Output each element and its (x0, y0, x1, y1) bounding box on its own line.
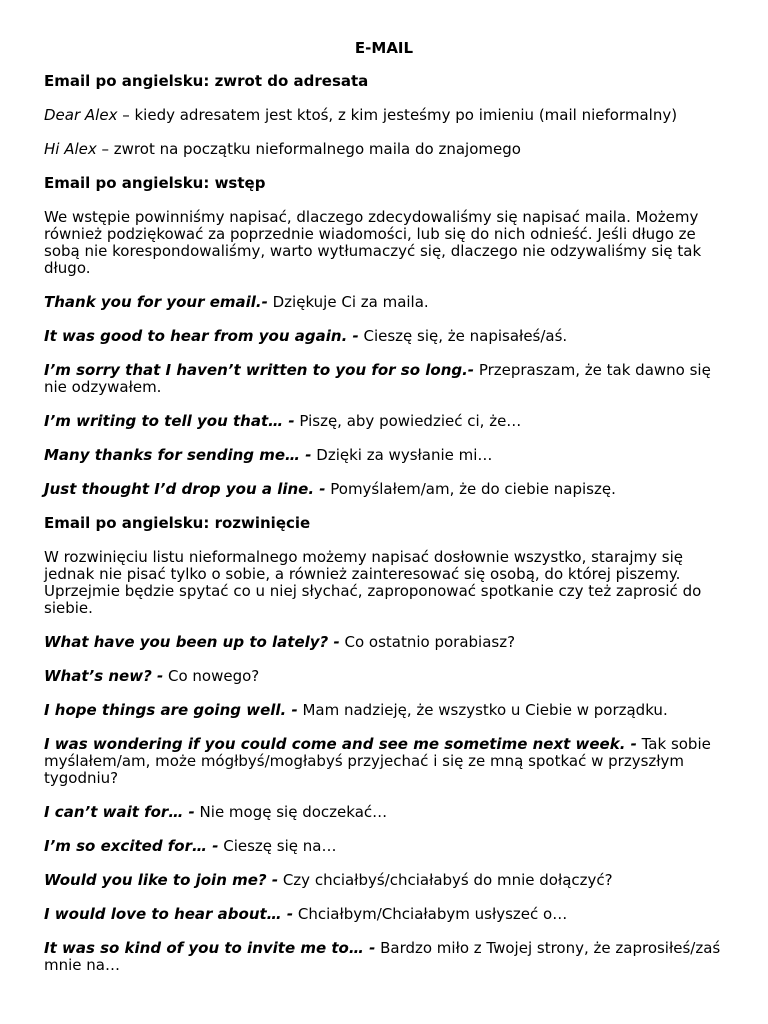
polish-translation: Dziękuje Ci za maila. (267, 293, 429, 311)
document-body (44, 73, 724, 974)
section-heading: Email po angielsku: zwrot do adresata (44, 72, 369, 90)
polish-translation: Przepraszam, że tak dawno się nie odzywałem. (44, 361, 711, 396)
phrase-entry (44, 141, 724, 158)
english-phrase: Hi Alex (44, 140, 97, 158)
english-phrase: I was wondering if you could come and see me sometime next week. - (44, 735, 637, 753)
polish-translation: Mam nadzieję, że wszystko u Ciebie w porządku. (297, 701, 668, 719)
phrase-entry (44, 107, 724, 124)
english-phrase: It was so kind of you to invite me to… - (44, 939, 376, 957)
section-heading: Email po angielsku: rozwinięcie (44, 514, 311, 532)
phrase-entry (44, 481, 724, 498)
phrase-entry (44, 634, 724, 651)
english-phrase: What’s new? - (44, 667, 164, 685)
english-phrase: Just thought I’d drop you a line. - (44, 480, 326, 498)
section-paragraph: We wstępie powinniśmy napisać, dlaczego zdecydowaliśmy się napisać maila. Możemy również podziękować za poprzednie wiadomości, lub się do nich odnieść. Jeśli długo ze sobą nie korespondowaliśmy, warto wytłumaczyć się, dlaczego nie odzywaliśmy się tak długo. (44, 208, 702, 277)
phrase-entry (44, 328, 724, 345)
phrase-entry (44, 362, 724, 396)
polish-translation: Czy chciałbyś/chciałabyś do mnie dołączyć? (278, 871, 613, 889)
section-paragraph: W rozwinięciu listu nieformalnego możemy napisać dosłownie wszystko, starajmy się jednak nie pisać tylko o sobie, a również zainteresować się osobą, do której piszemy. Uprzejmie będzie spytać co u niej słychać, zaproponować spotkanie czy też zaprosić do siebie. (44, 548, 702, 617)
polish-translation: Co nowego? (163, 667, 260, 685)
english-phrase: Many thanks for sending me… - (44, 446, 312, 464)
document-title: E-MAIL (354, 39, 414, 57)
phrase-entry (44, 838, 724, 855)
polish-translation: Pomyślałem/am, że do ciebie napiszę. (325, 480, 616, 498)
english-phrase: I can’t wait for… - (44, 803, 195, 821)
english-phrase: Would you like to join me? - (44, 871, 279, 889)
english-phrase: I would love to hear about… - (44, 905, 294, 923)
section-heading: Email po angielsku: wstęp (44, 174, 266, 192)
english-phrase: It was good to hear from you again. - (44, 327, 359, 345)
english-phrase: I’m sorry that I haven’t written to you for so long.- (44, 361, 475, 379)
polish-translation: Cieszę się, że napisałeś/aś. (358, 327, 568, 345)
polish-translation: Co ostatnio porabiasz? (339, 633, 516, 651)
english-phrase: I’m so excited for… - (44, 837, 219, 855)
phrase-entry (44, 906, 724, 923)
polish-translation: Piszę, aby powiedzieć ci, że… (294, 412, 522, 430)
polish-translation: – kiedy adresatem jest ktoś, z kim jesteśmy po imieniu (mail nieformalny) (117, 106, 678, 124)
polish-translation: Dzięki za wysłanie mi… (311, 446, 493, 464)
phrase-entry (44, 804, 724, 821)
polish-translation: Chciałbym/Chciałabym usłyszeć o… (293, 905, 568, 923)
polish-translation: Cieszę się na… (218, 837, 337, 855)
english-phrase: Thank you for your email.- (44, 293, 268, 311)
phrase-entry (44, 413, 724, 430)
polish-translation: Nie mogę się doczekać… (194, 803, 388, 821)
phrase-entry (44, 736, 724, 787)
phrase-entry (44, 940, 724, 974)
phrase-entry (44, 447, 724, 464)
phrase-entry (44, 294, 724, 311)
english-phrase: Dear Alex (44, 106, 118, 124)
english-phrase: I’m writing to tell you that… - (44, 412, 295, 430)
phrase-entry (44, 872, 724, 889)
polish-translation: Tak sobie myślałem/am, może mógłbyś/mogłabyś przyjechać i się ze mną spotkać w przyszłym tygodniu? (44, 735, 711, 787)
polish-translation: Bardzo miło z Twojej strony, że zaprosiłeś/zaś mnie na… (44, 939, 721, 974)
phrase-entry (44, 668, 724, 685)
polish-translation: – zwrot na początku nieformalnego maila do znajomego (96, 140, 521, 158)
english-phrase: I hope things are going well. - (44, 701, 298, 719)
phrase-entry (44, 702, 724, 719)
english-phrase: What have you been up to lately? - (44, 633, 340, 651)
